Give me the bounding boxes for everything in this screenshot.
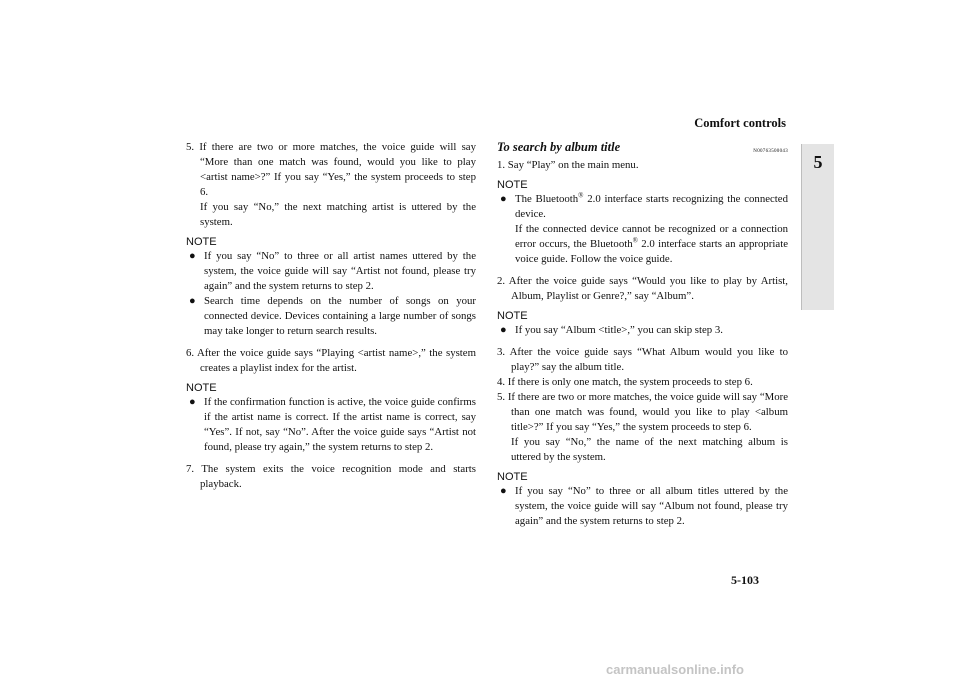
note-item: ● If the confirmation function is active, the voice guide confirms if the artist name is correct. If the artist name is correct, say “Yes”. If not, say “No”. After the voice guide says “Artist not found, please try again,” the system returns to step 2. <box>189 396 476 453</box>
left-step-5: 5. If there are two or more matches, the voice guide will say “More than one match was found, would you like to play <artist name>?” If you say “Yes,” the system proceeds to step 6. <box>186 141 476 198</box>
bullet-icon: ● <box>500 193 507 205</box>
subsection-title: To search by album title N00763500043 <box>497 140 788 158</box>
left-step-5-cont: If you say “No,” the next matching artist is uttered by the system. <box>200 201 476 228</box>
chapter-number: 5 <box>813 152 823 172</box>
chapter-tab <box>801 144 834 310</box>
right-step-5: 5. If there are two or more matches, the voice guide will say “More than one match was found, would you like to play <album title>?” If you say “Yes,” the system proceeds to step 6. <box>497 391 788 433</box>
note-item: ● The Bluetooth® 2.0 interface starts recognizing the connected device. If the connected device cannot be recognized or a connection error occurs, the Bluetooth® 2.0 interface starts an appropriate voice guide. Follow the voice guide. <box>500 191 788 265</box>
registered-mark: ® <box>578 191 584 200</box>
note-heading: NOTE <box>497 471 528 483</box>
page-number: 5-103 <box>731 573 759 587</box>
bullet-icon: ● <box>500 485 507 497</box>
right-step-4: 4. If there is only one match, the system proceeds to step 6. <box>497 376 753 388</box>
note-item: ● If you say “Album <title>,” you can skip step 3. <box>500 324 723 336</box>
watermark[interactable]: carmanualsonline.info <box>606 662 744 677</box>
bullet-icon: ● <box>189 250 196 262</box>
left-column <box>186 140 476 492</box>
right-step-5-cont: If you say “No,” the name of the next matching album is uttered by the system. <box>511 436 788 463</box>
right-step-2: 2. After the voice guide says “Would you like to play by Artist, Album, Playlist or Genre?,” say “Album”. <box>497 275 788 302</box>
left-step-7: 7. The system exits the voice recognition mode and starts playback. <box>186 463 476 490</box>
note-item: ● Search time depends on the number of songs on your connected device. Devices containing a large number of songs may take longer to return search results. <box>189 295 476 337</box>
section-header: Comfort controls <box>694 116 786 130</box>
bullet-icon: ● <box>189 396 196 408</box>
registered-mark: ® <box>632 236 638 245</box>
bullet-icon: ● <box>189 295 196 307</box>
note-heading: NOTE <box>186 382 217 394</box>
right-column <box>497 140 788 529</box>
note-heading: NOTE <box>186 236 217 248</box>
note-heading: NOTE <box>497 179 528 191</box>
note-item: ● If you say “No” to three or all artist names uttered by the system, the voice guide will say “Artist not found, please try again” and the system returns to step 2. <box>189 250 476 292</box>
right-step-3: 3. After the voice guide says “What Album would you like to play?” say the album title. <box>497 346 788 373</box>
note-item: ● If you say “No” to three or all album titles uttered by the system, the voice guide will say “Album not found, please try again” and the system returns to step 2. <box>500 485 788 527</box>
bullet-icon: ● <box>500 324 507 336</box>
note-heading: NOTE <box>497 310 528 322</box>
left-step-6: 6. After the voice guide says “Playing <artist name>,” the system creates a playlist index for the artist. <box>186 347 476 374</box>
section-code: N00763500043 <box>753 149 788 154</box>
right-step-1: 1. Say “Play” on the main menu. <box>497 159 639 171</box>
